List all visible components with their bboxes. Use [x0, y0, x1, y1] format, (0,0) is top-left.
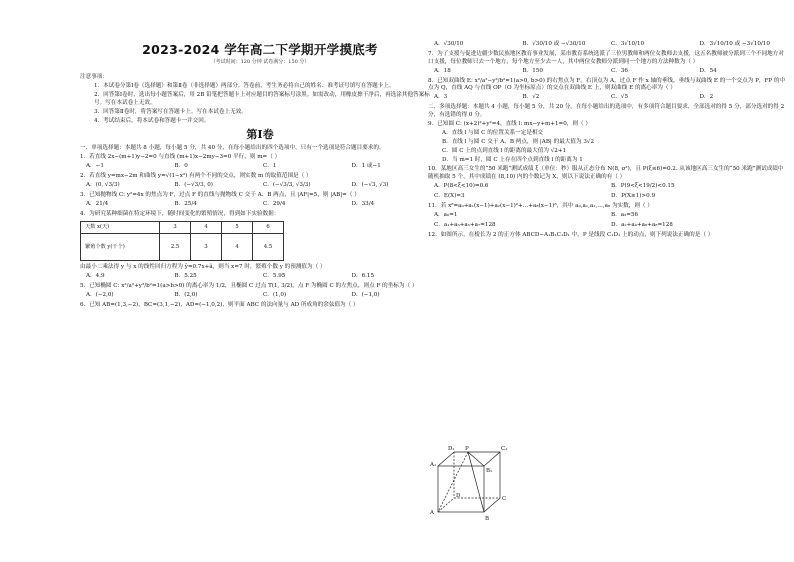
left-column [80, 74, 440, 311]
question-1: 1．若直线 2x−(m+1)y−2=0 与直线 (m+1)x−2my−3=0 平行，则 m=（ ） [80, 154, 281, 161]
q10-options-row1 [428, 183, 788, 191]
q6-options [428, 41, 788, 49]
option: D．P(X≥1)>0.9 [611, 192, 656, 199]
option: C．5.95 [263, 273, 286, 280]
table-cell: 3 [191, 234, 222, 261]
table-header: 繁殖个数 y(千个) [81, 234, 160, 261]
option: B．P(9<ξ<19/2)<0.15 [611, 182, 675, 189]
question-8: 8．已知双曲线 E: x²/a²−y²/b²=1(a>0, b>0) 的右焦点为 F，右顶点为 A，过点 F 作 x 轴的垂线，垂线与双曲线 E 的一个交点为 P，FP 的中点为 Q，直线 AQ 与直线 OP（O 为坐标原点）的交点在双曲线 E 上，则双曲线 E 的离心率为（ ） [428, 77, 786, 92]
option: D．(−1,0) [351, 292, 380, 299]
notice-item: 3．回答第Ⅱ卷时，将答案写在答题卡上。写在本试卷上无效。 [94, 108, 247, 115]
option: A．(−2,0) [86, 292, 114, 299]
option: D．(−√3, √3) [351, 182, 389, 189]
option: A．(0, √3/3) [86, 182, 120, 189]
section1-intro: 一、单项选择题：本题共 8 小题，每小题 5 分，共 40 分，在每小题给出的四个选项中，只有一个选项是符合题目要求的。 [80, 145, 385, 152]
option: C．1 [263, 163, 277, 170]
table-cell: 4 [222, 234, 253, 261]
question-10: 10．某地区高三女生的“50 米跑”测试成绩 ξ（单位：秒）服从正态分布 N(8, σ²)，且 P(ξ≤6)=0.2. 从该地区高三女生的“50 米跑”测试成绩中随机抽取 5 个，其中成绩在 (8,10) 内的个数记为 X，则以下说法正确的有（ ） [428, 166, 784, 180]
exam-title: 2023-2024 学年高二下学期开学摸底考 [142, 42, 378, 57]
label-A: A [430, 510, 434, 516]
q3-options [80, 201, 440, 209]
option: B．25/4 [174, 201, 197, 208]
option: C．29/4 [263, 201, 286, 208]
option: A．4.9 [86, 273, 105, 280]
choice: B．直线 l 与圆 C 交于 A、B 两点，则 |AB| 的最大值为 3√2 [442, 139, 595, 146]
choice: C．圆 C 上的点到直线 l 的距离的最大值为 √2+1 [442, 148, 567, 155]
option: A．−1 [86, 163, 104, 170]
option: D．54 [699, 67, 717, 74]
table-header: 天数 x(天) [81, 222, 160, 234]
label-B1: B₁ [486, 468, 493, 474]
label-D1: D₁ [448, 446, 455, 452]
table-cell: 5 [222, 222, 253, 234]
section2-intro: 二、多项选择题：本题共 4 小题，每小题 5 分，共 20 分。在每小题给出的选项中，有多项符合题目要求，全部选对的得 5 分，部分选对的得 2 分，有选错的得 0 分。 [428, 104, 785, 118]
table-cell: 2.5 [160, 234, 191, 261]
table-row [81, 234, 284, 261]
label-A1: A₁ [430, 462, 437, 468]
choice: D．当 m=1 时，圆 C 上存在四个点到直线 l 的距离为 1 [442, 157, 583, 164]
question-3: 3．已知抛物线 C: y²=4x 的焦点为 F，过点 F 的直线与抛物线 C 交于 A、B 两点，且 |AF|=5，则 |AB|=（ ） [80, 192, 360, 199]
question-12: 12．如图所示，在棱长为 2 的正方体 ABCD−A₁B₁C₁D₁ 中，P 是线段 C₁D₁ 上的动点，则下列说法正确的是（ ） [428, 231, 714, 238]
q11-options-row1 [428, 212, 788, 220]
option: A．18 [434, 67, 451, 74]
question-5: 5．已知椭圆 C: x²/a²+y²/b²=1(a>b>0) 的离心率为 1/2，且椭圆 C 过点 T(1, 3/2)，点 F 为椭圆 C 的左焦点，则点 F 的坐标为（ ） [80, 283, 418, 290]
q10-options-row2 [428, 193, 788, 201]
q5-options [80, 292, 440, 300]
option: C．(−√3/3, √3/3) [263, 182, 311, 189]
option: A．√30/10 [434, 41, 464, 47]
table-row [81, 222, 284, 234]
option: D．1 或−1 [351, 163, 381, 170]
question-6: 6．已知 AB=(1,3,−2)，BC=(3,1,−2)，AD=(−1,0,2)，则平面 ABC 的法向量与 AD 所成角的余弦值为（ ） [80, 302, 359, 309]
data-table [80, 221, 284, 261]
notice-item: 2．回答第Ⅰ卷时，选出每小题答案后，用 2B 铅笔把答题卡上对应题目的答案标号涂黑。如需改动，用橡皮擦干净后，再选涂其他答案标号。写在本试卷上无效。 [94, 92, 430, 106]
question-2: 2．若直线 y=mx−2m 和曲线 y=√(1−x²) 有两个不同的交点，则实数 m 的取值范围是（ ） [80, 173, 312, 180]
question-4: 4．为研究某种细菌在特定环境下，随时间变化的繁殖情况，得到如下实验数据： [80, 211, 280, 218]
option: A．3 [434, 94, 448, 101]
table-cell: 6 [253, 222, 284, 234]
option: B．a₃=56 [611, 211, 639, 218]
q1-options [80, 163, 440, 171]
option: B．0 [174, 163, 188, 170]
option: B．5.25 [174, 273, 197, 280]
label-B: B [485, 516, 490, 522]
option: B．(−√3/3, 0) [174, 182, 213, 189]
q7-options [428, 68, 788, 76]
section1-title: 第Ⅰ卷 [246, 128, 274, 142]
right-column [428, 40, 788, 241]
notice-label: 注意事项： [80, 74, 108, 80]
option: C．3√10/10 [611, 41, 645, 47]
option: B．150 [522, 67, 543, 74]
option: C．36 [611, 67, 628, 74]
question-7: 7．为了支援与促进边疆少数民族地区教育事业发展，某市教育系统选派了三位男教师和两位女教师去支援，这五名教师被分派到三个不同地方对口支援，每位教师只去一个地方，每个地方至少去一人，其中两位女教师分派到同一个地方的方法种数为（ ） [428, 51, 784, 65]
option: D．6.15 [351, 273, 375, 280]
question-11: 11．若 x⁸=a₀+a₁(x−1)+a₂(x−1)²+…+a₈(x−1)⁸，其中 a₀,a₁,a₂,…,a₈ 为实数，则（ ） [428, 202, 653, 209]
option: D．3√10/10 或 −3√10/10 [699, 41, 770, 47]
notice-item: 4．考试结束后，将本试卷和答题卡一并交回。 [94, 117, 210, 124]
label-C: C [502, 496, 507, 502]
q11-options-row2 [428, 222, 788, 230]
option: D．a₂+a₄+a₆+a₈=128 [611, 221, 673, 228]
question-4-after: 由最小二乘法得 y 与 x 的线性回归方程为 ŷ=0.7x+â，则当 x=7 时，繁殖个数 y 的预测值为（ ） [80, 264, 326, 271]
table-cell: 3 [160, 222, 191, 234]
cube-figure [430, 442, 510, 522]
option: D．33/4 [351, 201, 375, 208]
q4-options [80, 273, 440, 281]
option: C．√5 [611, 94, 628, 101]
option: A．21/4 [86, 201, 109, 208]
label-C1: C₁ [501, 446, 508, 452]
option: A．P(8<ξ<10)=0.6 [434, 182, 489, 189]
table-cell: 4.5 [253, 234, 284, 261]
option: B．√2 [522, 94, 540, 101]
option: C．E(X)=3 [434, 192, 465, 199]
option: C．(1,0) [263, 292, 287, 299]
option: A．a₀=1 [434, 211, 458, 218]
option: B．(2,0) [174, 292, 198, 299]
label-D: D [456, 493, 461, 499]
option: C．a₁+a₃+a₅+a₇=128 [434, 221, 496, 228]
option: B．√30/10 或 −√30/10 [522, 41, 586, 47]
exam-subtitle: （考试时间：120 分钟 试卷满分：150 分） [210, 59, 310, 65]
table-cell: 4 [191, 222, 222, 234]
label-P: P [465, 446, 469, 452]
choice: A．直线 l 与圆 C 的位置关系一定是相交 [442, 129, 544, 136]
q2-options [80, 182, 440, 190]
question-9: 9．已知圆 C: (x+2)²+y²=4，直线 l: mx−y+m+1=0，则（ ） [428, 120, 591, 127]
q8-options [428, 94, 788, 102]
notice-item: 1．本试卷分第Ⅰ卷（选择题）和第Ⅱ卷（非选择题）两部分。答卷前，考生务必将自己的姓名、准考证号填写在答题卡上。 [94, 83, 395, 90]
option: D．2 [699, 94, 714, 101]
